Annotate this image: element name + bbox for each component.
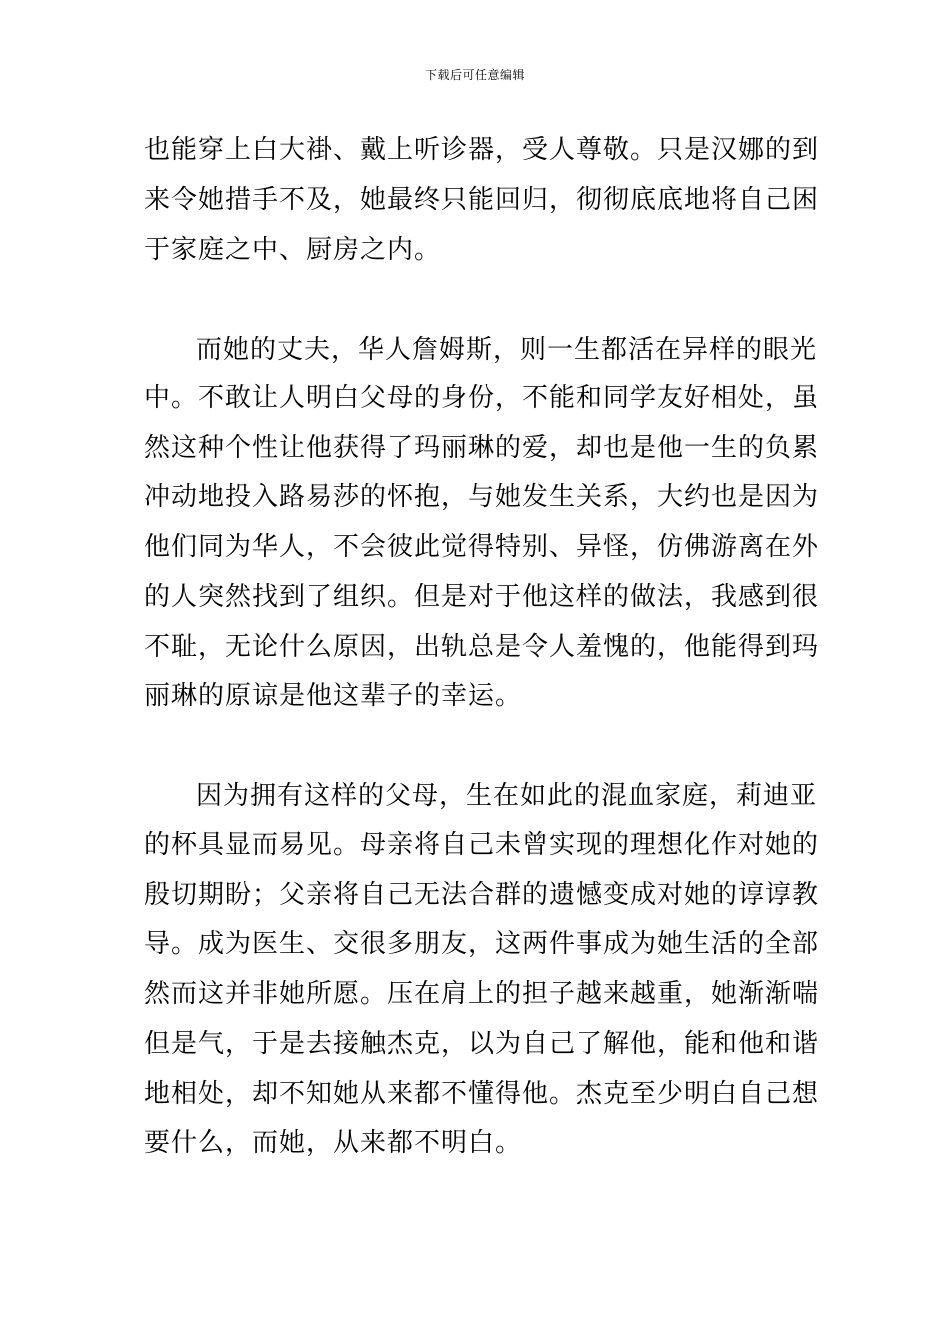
paragraph-2-line-1: 而她的丈夫，华人詹姆斯，则一生都活在异样的眼光 — [196, 335, 818, 365]
paragraph-1-line-1: 也能穿上白大褂、戴上听诊器，受人尊敬。只是汉娜的到 — [144, 135, 820, 165]
paragraph-3-line-3: 殷切期盼；父亲将自己无法合群的遗憾变成对她的谆谆教 — [144, 880, 820, 910]
paragraph-3-line-8: 要什么，而她，从来都不明白。 — [144, 1128, 523, 1158]
paragraph-3-line-6: 但是气，于是去接触杰克，以为自己了解他，能和他和谐 — [144, 1029, 820, 1059]
paragraph-2-line-5: 他们同为华人，不会彼此觉得特别、异怪，仿佛游离在外 — [144, 532, 820, 562]
paragraph-2-line-3: 然这种个性让他获得了玛丽琳的爱，却也是他一生的负累 — [144, 433, 820, 463]
paragraph-3-line-5: 然而这并非她所愿。压在肩上的担子越来越重，她渐渐喘 — [144, 979, 820, 1009]
page-header: 下载后可任意编辑 — [424, 68, 525, 82]
paragraph-3-line-4: 导。成为医生、交很多朋友，这两件事成为她生活的全部 — [144, 929, 820, 959]
paragraph-2-line-2: 中。不敢让人明白父母的身份，不能和同学友好相处，虽 — [144, 383, 820, 413]
paragraph-3-line-7: 地相处，却不知她从来都不懂得他。杰克至少明白自己想 — [144, 1079, 820, 1109]
paragraph-3-line-1: 因为拥有这样的父母，生在如此的混血家庭，莉迪亚 — [196, 781, 818, 811]
paragraph-1-line-3: 于家庭之中、厨房之内。 — [144, 235, 442, 265]
paragraph-3-line-2: 的杯具显而易见。母亲将自己未曾实现的理想化作对她的 — [144, 830, 820, 860]
paragraph-2-line-8: 丽琳的原谅是他这辈子的幸运。 — [144, 681, 523, 711]
paragraph-2-line-4: 冲动地投入路易莎的怀抱，与她发生关系，大约也是因为 — [144, 482, 820, 512]
paragraph-2-line-7: 不耻，无论什么原因，出轨总是令人羞愧的，他能得到玛 — [144, 632, 820, 662]
paragraph-1-line-2: 来令她措手不及，她最终只能回归，彻彻底底地将自己困 — [144, 185, 820, 215]
paragraph-2-line-6: 的人突然找到了组织。但是对于他这样的做法，我感到很 — [144, 582, 820, 612]
